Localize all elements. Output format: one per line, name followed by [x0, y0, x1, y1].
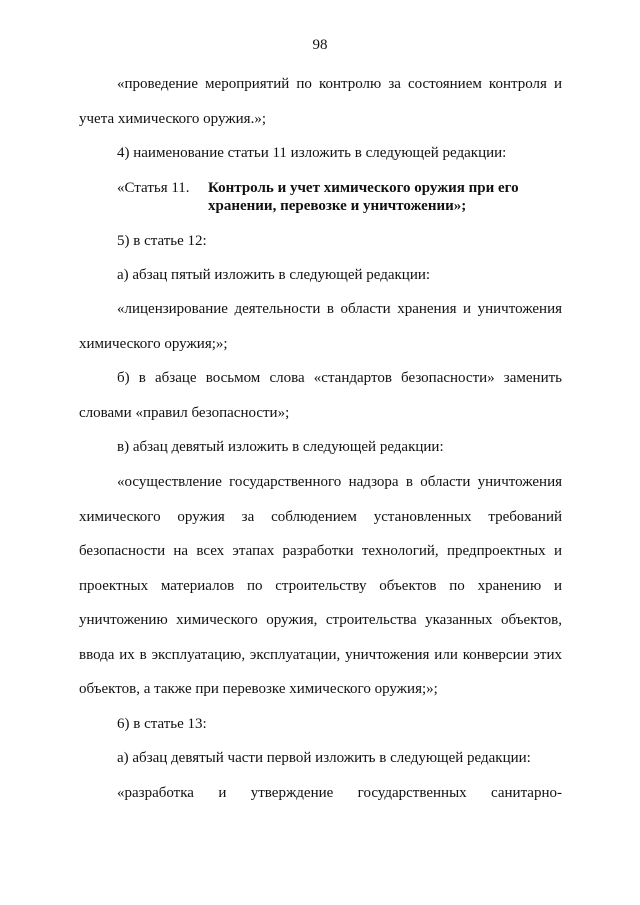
- paragraph-line: словами «правил безопасности»;: [79, 405, 290, 421]
- paragraph-line: безопасности на всех этапах разработки технологий, предпроектных и: [79, 543, 562, 559]
- paragraph-line: ввода их в эксплуатацию, эксплуатации, уничтожения или конверсии этих: [79, 647, 562, 663]
- article-title-line: Контроль и учет химического оружия при его: [208, 180, 519, 196]
- paragraph-line: проектных материалов по строительству объектов по хранению и: [79, 578, 562, 594]
- paragraph-line: «проведение мероприятий по контролю за состоянием контроля и: [117, 76, 562, 92]
- paragraph-line: «разработка и утверждение государственных санитарно-: [117, 785, 562, 801]
- paragraph-line: а) абзац девятый части первой изложить в следующей редакции:: [117, 750, 531, 766]
- paragraph-line: уничтожению химического оружия, строительства указанных объектов,: [79, 612, 562, 628]
- paragraph-line: 5) в статье 12:: [117, 233, 207, 249]
- paragraph-line: объектов, а также при перевозке химического оружия;»;: [79, 681, 438, 697]
- paragraph-line: учета химического оружия.»;: [79, 111, 266, 127]
- paragraph-line: в) абзац девятый изложить в следующей редакции:: [117, 439, 444, 455]
- paragraph-line: б) в абзаце восьмом слова «стандартов безопасности» заменить: [117, 370, 562, 386]
- article-label: «Статья 11.: [117, 180, 190, 196]
- page-number: 98: [312, 37, 328, 53]
- paragraph-line: химического оружия;»;: [79, 336, 228, 352]
- paragraph-line: «лицензирование деятельности в области хранения и уничтожения: [117, 301, 562, 317]
- paragraph-line: 4) наименование статьи 11 изложить в следующей редакции:: [117, 145, 507, 161]
- article-title-line: хранении, перевозке и уничтожении»;: [208, 198, 467, 214]
- paragraph-line: «осуществление государственного надзора в области уничтожения: [117, 474, 562, 490]
- paragraph-line: а) абзац пятый изложить в следующей редакции:: [117, 267, 431, 283]
- paragraph-line: химического оружия за соблюдением установленных требований: [79, 509, 562, 525]
- paragraph-line: 6) в статье 13:: [117, 716, 207, 732]
